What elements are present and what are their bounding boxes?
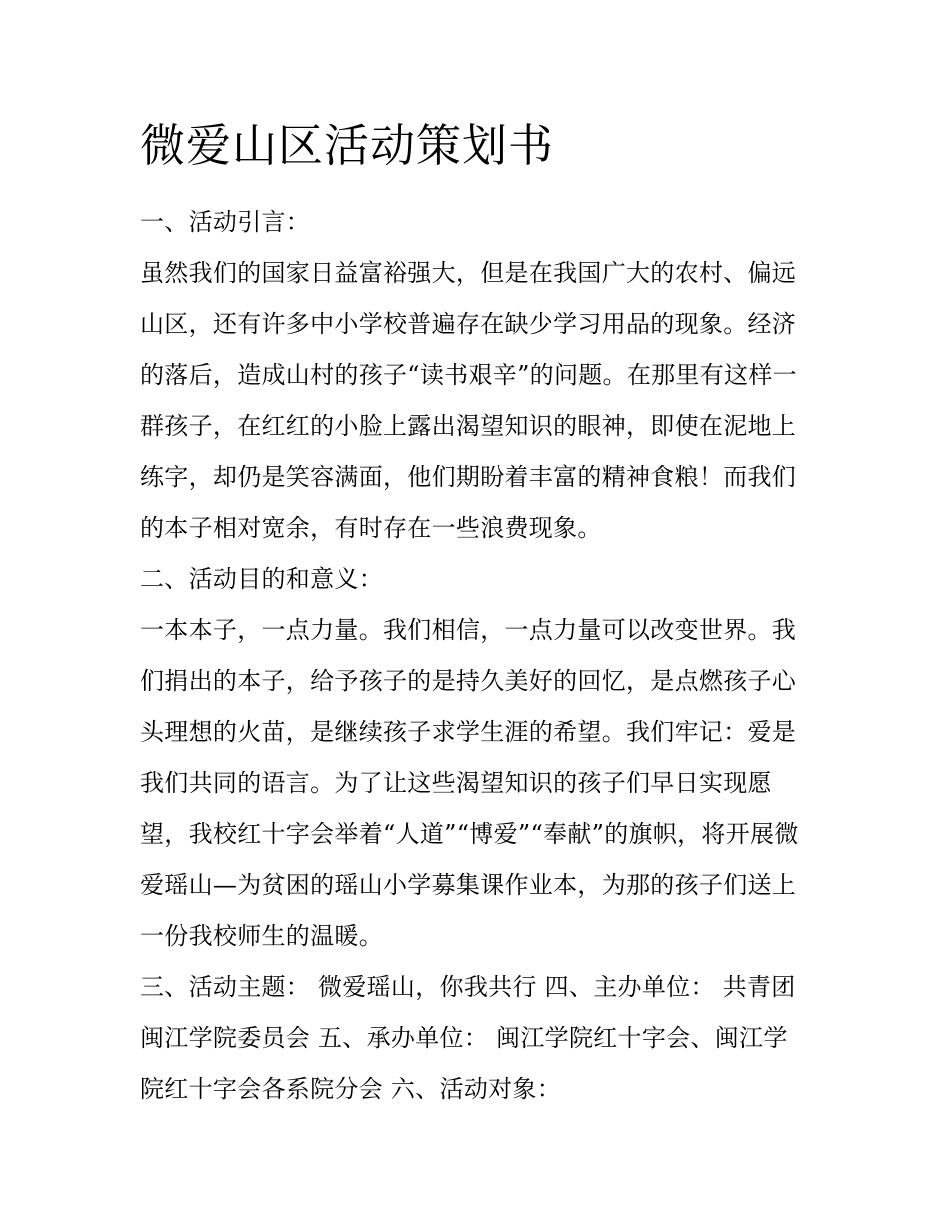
paragraph-line: 一本本子，一点力量。我们相信，一点力量可以改变世界。我 [140,616,797,644]
paragraph-line: 的本子相对宽余，有时存在一些浪费现象。 [140,514,602,542]
document-body [140,197,820,1115]
paragraph-line: 闽江学院委员会 五、承办单位： 闽江学院红十字会、闽江学 [140,1024,788,1052]
paragraph-line: 爱瑶山—为贫困的瑶山小学募集课作业本，为那的孩子们送上 [140,871,797,899]
section-heading-purpose: 二、活动目的和意义： [140,565,383,593]
paragraph-line: 望，我校红十字会举着“人道”“博爱”“奉献”的旗帜，将开展微 [140,820,799,848]
paragraph-line: 头理想的火苗，是继续孩子求学生涯的希望。我们牢记：爱是 [140,718,797,746]
paragraph-line: 们捐出的本子，给予孩子的是持久美好的回忆，是点燃孩子心 [140,667,797,695]
paragraph-line: 山区，还有许多中小学校普遍存在缺少学习用品的现象。经济 [140,310,797,338]
paragraph-line: 虽然我们的国家日益富裕强大，但是在我国广大的农村、偏远 [140,259,797,287]
document-title: 微爱山区活动策划书 [140,119,555,172]
section-heading-introduction: 一、活动引言： [140,208,311,236]
paragraph-line: 的落后，造成山村的孩子“读书艰辛”的问题。在那里有这样一 [140,361,797,389]
paragraph-line: 练字，却仍是笑容满面，他们期盼着丰富的精神食粮！而我们 [140,463,797,491]
paragraph-line: 三、活动主题： 微爱瑶山，你我共行 四、主办单位： 共青团 [140,973,796,1001]
paragraph-line: 院红十字会各系院分会 六、活动对象： [140,1075,562,1103]
paragraph-line: 我们共同的语言。为了让这些渴望知识的孩子们早日实现愿 [140,769,772,797]
paragraph-line: 一份我校师生的温暖。 [140,922,383,950]
paragraph-line: 群孩子，在红红的小脸上露出渴望知识的眼神，即使在泥地上 [140,412,797,440]
